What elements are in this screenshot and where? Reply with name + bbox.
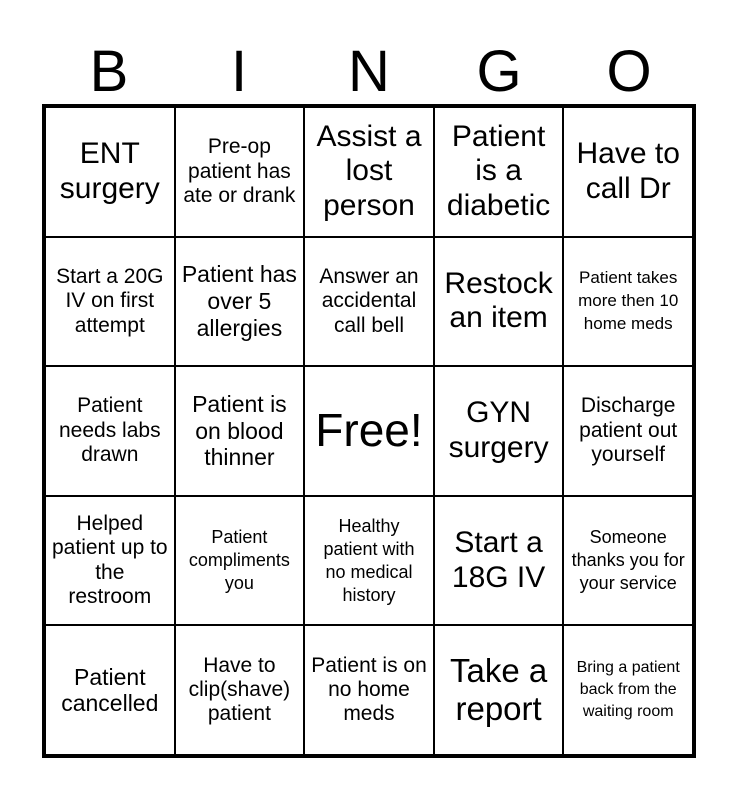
bingo-cell[interactable]: Patient is a diabetic [434, 107, 564, 237]
bingo-cell[interactable]: Patient takes more then 10 home meds [563, 237, 693, 367]
bingo-cell[interactable]: Start a 20G IV on first attempt [45, 237, 175, 367]
bingo-cell[interactable]: Patient is on blood thinner [175, 366, 305, 496]
bingo-cell[interactable]: Healthy patient with no medical history [304, 496, 434, 626]
bingo-cell[interactable]: Have to clip(shave) patient [175, 625, 305, 755]
bingo-cell[interactable]: Helped patient up to the restroom [45, 496, 175, 626]
header-letter-b: B [89, 39, 129, 104]
bingo-cell[interactable]: Answer an accidental call bell [304, 237, 434, 367]
header-letter-g: G [476, 39, 522, 104]
bingo-cell[interactable]: Patient has over 5 allergies [175, 237, 305, 367]
bingo-cell[interactable]: Start a 18G IV [434, 496, 564, 626]
bingo-cell[interactable]: ENT surgery [45, 107, 175, 237]
bingo-cell[interactable]: Have to call Dr [563, 107, 693, 237]
bingo-cell[interactable]: Pre-op patient has ate or drank [175, 107, 305, 237]
header-letter-o: O [606, 39, 652, 104]
bingo-cell[interactable]: Patient is on no home meds [304, 625, 434, 755]
bingo-cell[interactable]: GYN surgery [434, 366, 564, 496]
bingo-cell[interactable]: Assist a lost person [304, 107, 434, 237]
free-space-cell[interactable]: Free! [304, 366, 434, 496]
bingo-board [42, 104, 696, 758]
bingo-cell[interactable]: Patient compliments you [175, 496, 305, 626]
header-letter-i: I [230, 39, 248, 104]
bingo-cell[interactable]: Bring a patient back from the waiting room [563, 625, 693, 755]
bingo-cell[interactable]: Take a report [434, 625, 564, 755]
header-letter-n: N [348, 39, 390, 104]
bingo-cell[interactable]: Discharge patient out yourself [563, 366, 693, 496]
bingo-cell[interactable]: Someone thanks you for your service [563, 496, 693, 626]
bingo-cell[interactable]: Restock an item [434, 237, 564, 367]
bingo-header [44, 38, 694, 106]
bingo-cell[interactable]: Patient needs labs drawn [45, 366, 175, 496]
bingo-cell[interactable]: Patient cancelled [45, 625, 175, 755]
